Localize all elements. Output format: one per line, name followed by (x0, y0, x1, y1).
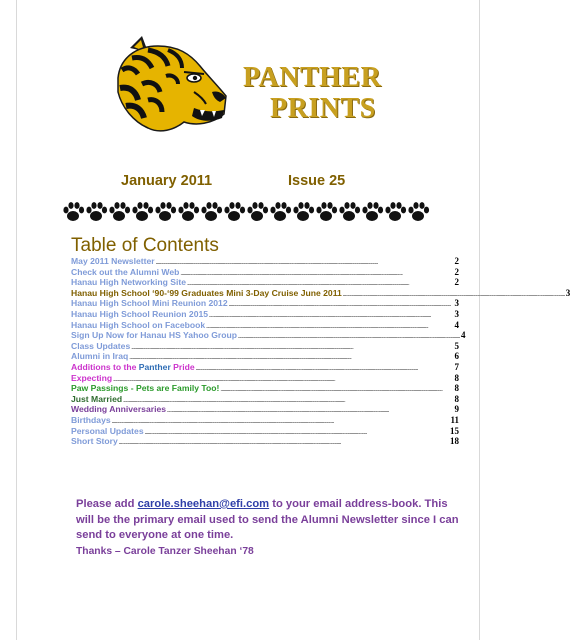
toc-item-label: May 2011 Newsletter (71, 256, 155, 266)
toc-item-label: Short Story (71, 436, 118, 447)
toc-item-label: Just Married (71, 393, 123, 404)
email-link[interactable]: carole.sheehan@efi.com (137, 498, 270, 510)
toc-leader: ................................................................................................................................................................................................................ (129, 355, 352, 362)
toc-leader: ................................................................................................................................................................................................................ (238, 334, 460, 341)
toc-item-page: 8 (454, 372, 459, 383)
paw-print-icon (247, 202, 268, 221)
note-text-after: to your email address-book. This will be the primary email used to send the Alumni Newsletter since I can send to everyone at one time. (76, 498, 459, 541)
toc-item-label: Hanau High Networking Site (71, 277, 187, 288)
paw-print-icon (224, 202, 245, 221)
paw-print-icon (339, 202, 360, 221)
toc-leader: ................................................................................................................................................................................................................ (131, 344, 354, 351)
toc-item-label: Paw Passings - Pets are Family Too! (71, 383, 220, 394)
title-line-1: PANTHER (243, 62, 382, 93)
paw-print-icon (63, 202, 84, 221)
paw-print-icon (270, 202, 291, 221)
paw-print-icon (316, 202, 337, 221)
toc-item-label: Hanau High School ‘90-‘99 Graduates Mini 3-Day Cruise June 2011 (71, 287, 342, 298)
toc-leader: ................................................................................................................................................................................................................ (195, 365, 418, 372)
toc-item-page: 5 (454, 340, 459, 351)
paw-print-icon (201, 202, 222, 221)
paw-print-icon (385, 202, 406, 221)
toc-label-part: Panther (138, 361, 171, 372)
toc-leader: ................................................................................................................................................................................................................ (144, 429, 367, 436)
toc-item-page: 9 (454, 404, 459, 415)
table-of-contents (71, 256, 570, 447)
note-text-before: Please add (76, 498, 138, 510)
toc-item[interactable] (71, 426, 459, 437)
note-signature: Thanks – Carole Tanzer Sheehan ‘78 (76, 545, 254, 557)
issue-number: Issue 25 (288, 173, 346, 189)
toc-item[interactable] (71, 341, 459, 352)
toc-item[interactable] (71, 309, 459, 320)
toc-item[interactable] (71, 415, 459, 426)
toc-leader: ................................................................................................................................................................................................................ (342, 291, 565, 298)
toc-leader: ................................................................................................................................................................................................................ (220, 387, 443, 394)
toc-label-part: Pride (170, 361, 195, 372)
toc-leader: ................................................................................................................................................................................................................ (209, 312, 431, 319)
email-note (76, 497, 466, 559)
panther-head-icon (108, 30, 238, 140)
toc-item[interactable] (71, 267, 459, 278)
toc-leader: ................................................................................................................................................................................................................ (167, 408, 389, 415)
toc-item[interactable] (71, 298, 459, 309)
toc-item[interactable] (71, 362, 459, 373)
toc-item-page: 15 (450, 425, 459, 436)
toc-item-label: Hanau High School Reunion 2015 (71, 308, 209, 319)
toc-leader: ................................................................................................................................................................................................................ (123, 397, 346, 404)
paw-print-icon (293, 202, 314, 221)
toc-leader: ................................................................................................................................................................................................................ (180, 270, 403, 277)
toc-leader: ................................................................................................................................................................................................................ (187, 281, 410, 288)
toc-item-page: 4 (460, 330, 466, 341)
toc-item-page: 3 (454, 308, 459, 319)
toc-item[interactable] (71, 383, 459, 394)
toc-leader: ................................................................................................................................................................................................................ (118, 440, 341, 447)
paw-print-icon (178, 202, 199, 221)
paw-print-icon (132, 202, 153, 221)
toc-item[interactable] (71, 320, 459, 331)
toc-item-label: Birthdays (71, 414, 111, 425)
toc-item[interactable] (71, 330, 466, 341)
page-left-edge (16, 0, 17, 640)
title-line-2: PRINTS (270, 93, 376, 124)
toc-item-label: Sign Up Now for Hanau HS Yahoo Group (71, 330, 237, 341)
toc-item-label: Personal Updates (71, 425, 144, 436)
toc-item[interactable] (71, 287, 570, 299)
toc-item-label: Class Updates (71, 340, 131, 351)
page-right-edge (479, 0, 480, 640)
paw-print-icon (155, 202, 176, 221)
toc-leader: ................................................................................................................................................................................................................ (111, 418, 334, 425)
newsletter-title (243, 62, 381, 124)
toc-item-page: 3 (565, 287, 570, 298)
paw-print-icon (109, 202, 130, 221)
toc-item-page: 2 (454, 266, 459, 277)
toc-item-page: 6 (454, 351, 459, 362)
toc-item[interactable] (71, 277, 459, 288)
toc-item-page: 11 (450, 414, 459, 425)
toc-item-page: 3 (454, 298, 459, 309)
toc-item-page: 2 (454, 277, 459, 288)
paw-print-icon (408, 202, 429, 221)
toc-label-part: Additions to the (71, 361, 139, 372)
paw-print-divider (62, 199, 434, 225)
toc-heading: Table of Contents (71, 235, 219, 256)
toc-item-label: Hanau High School Mini Reunion 2012 (71, 298, 228, 309)
toc-item[interactable] (71, 404, 459, 415)
toc-leader: ................................................................................................................................................................................................................ (206, 323, 429, 330)
toc-item-label (71, 362, 195, 372)
toc-item[interactable] (71, 394, 459, 405)
toc-item-page: 7 (454, 361, 459, 372)
toc-item-page: 8 (454, 393, 459, 404)
toc-item-label: Alumni in Iraq (71, 351, 129, 362)
toc-item-page: 18 (450, 436, 459, 447)
toc-item[interactable] (71, 256, 459, 267)
toc-item[interactable] (71, 373, 459, 384)
toc-item-label: Expecting (71, 372, 113, 383)
toc-item-page: 8 (454, 383, 459, 394)
toc-item[interactable] (71, 351, 459, 362)
toc-item-page: 4 (454, 319, 459, 330)
toc-item-label: Hanau High School on Facebook (71, 319, 206, 330)
toc-item-label: Check out the Alumni Web (71, 266, 180, 277)
toc-item[interactable] (71, 436, 459, 447)
toc-item-page: 2 (454, 256, 459, 266)
toc-item-label: Wedding Anniversaries (71, 404, 167, 415)
toc-leader: ................................................................................................................................................................................................................ (113, 376, 336, 383)
toc-leader: ................................................................................................................................................................................................................ (155, 260, 378, 266)
paw-print-icon (362, 202, 383, 221)
paw-print-icon (86, 202, 107, 221)
issue-date: January 2011 (121, 173, 213, 189)
toc-leader: ................................................................................................................................................................................................................ (228, 302, 451, 309)
